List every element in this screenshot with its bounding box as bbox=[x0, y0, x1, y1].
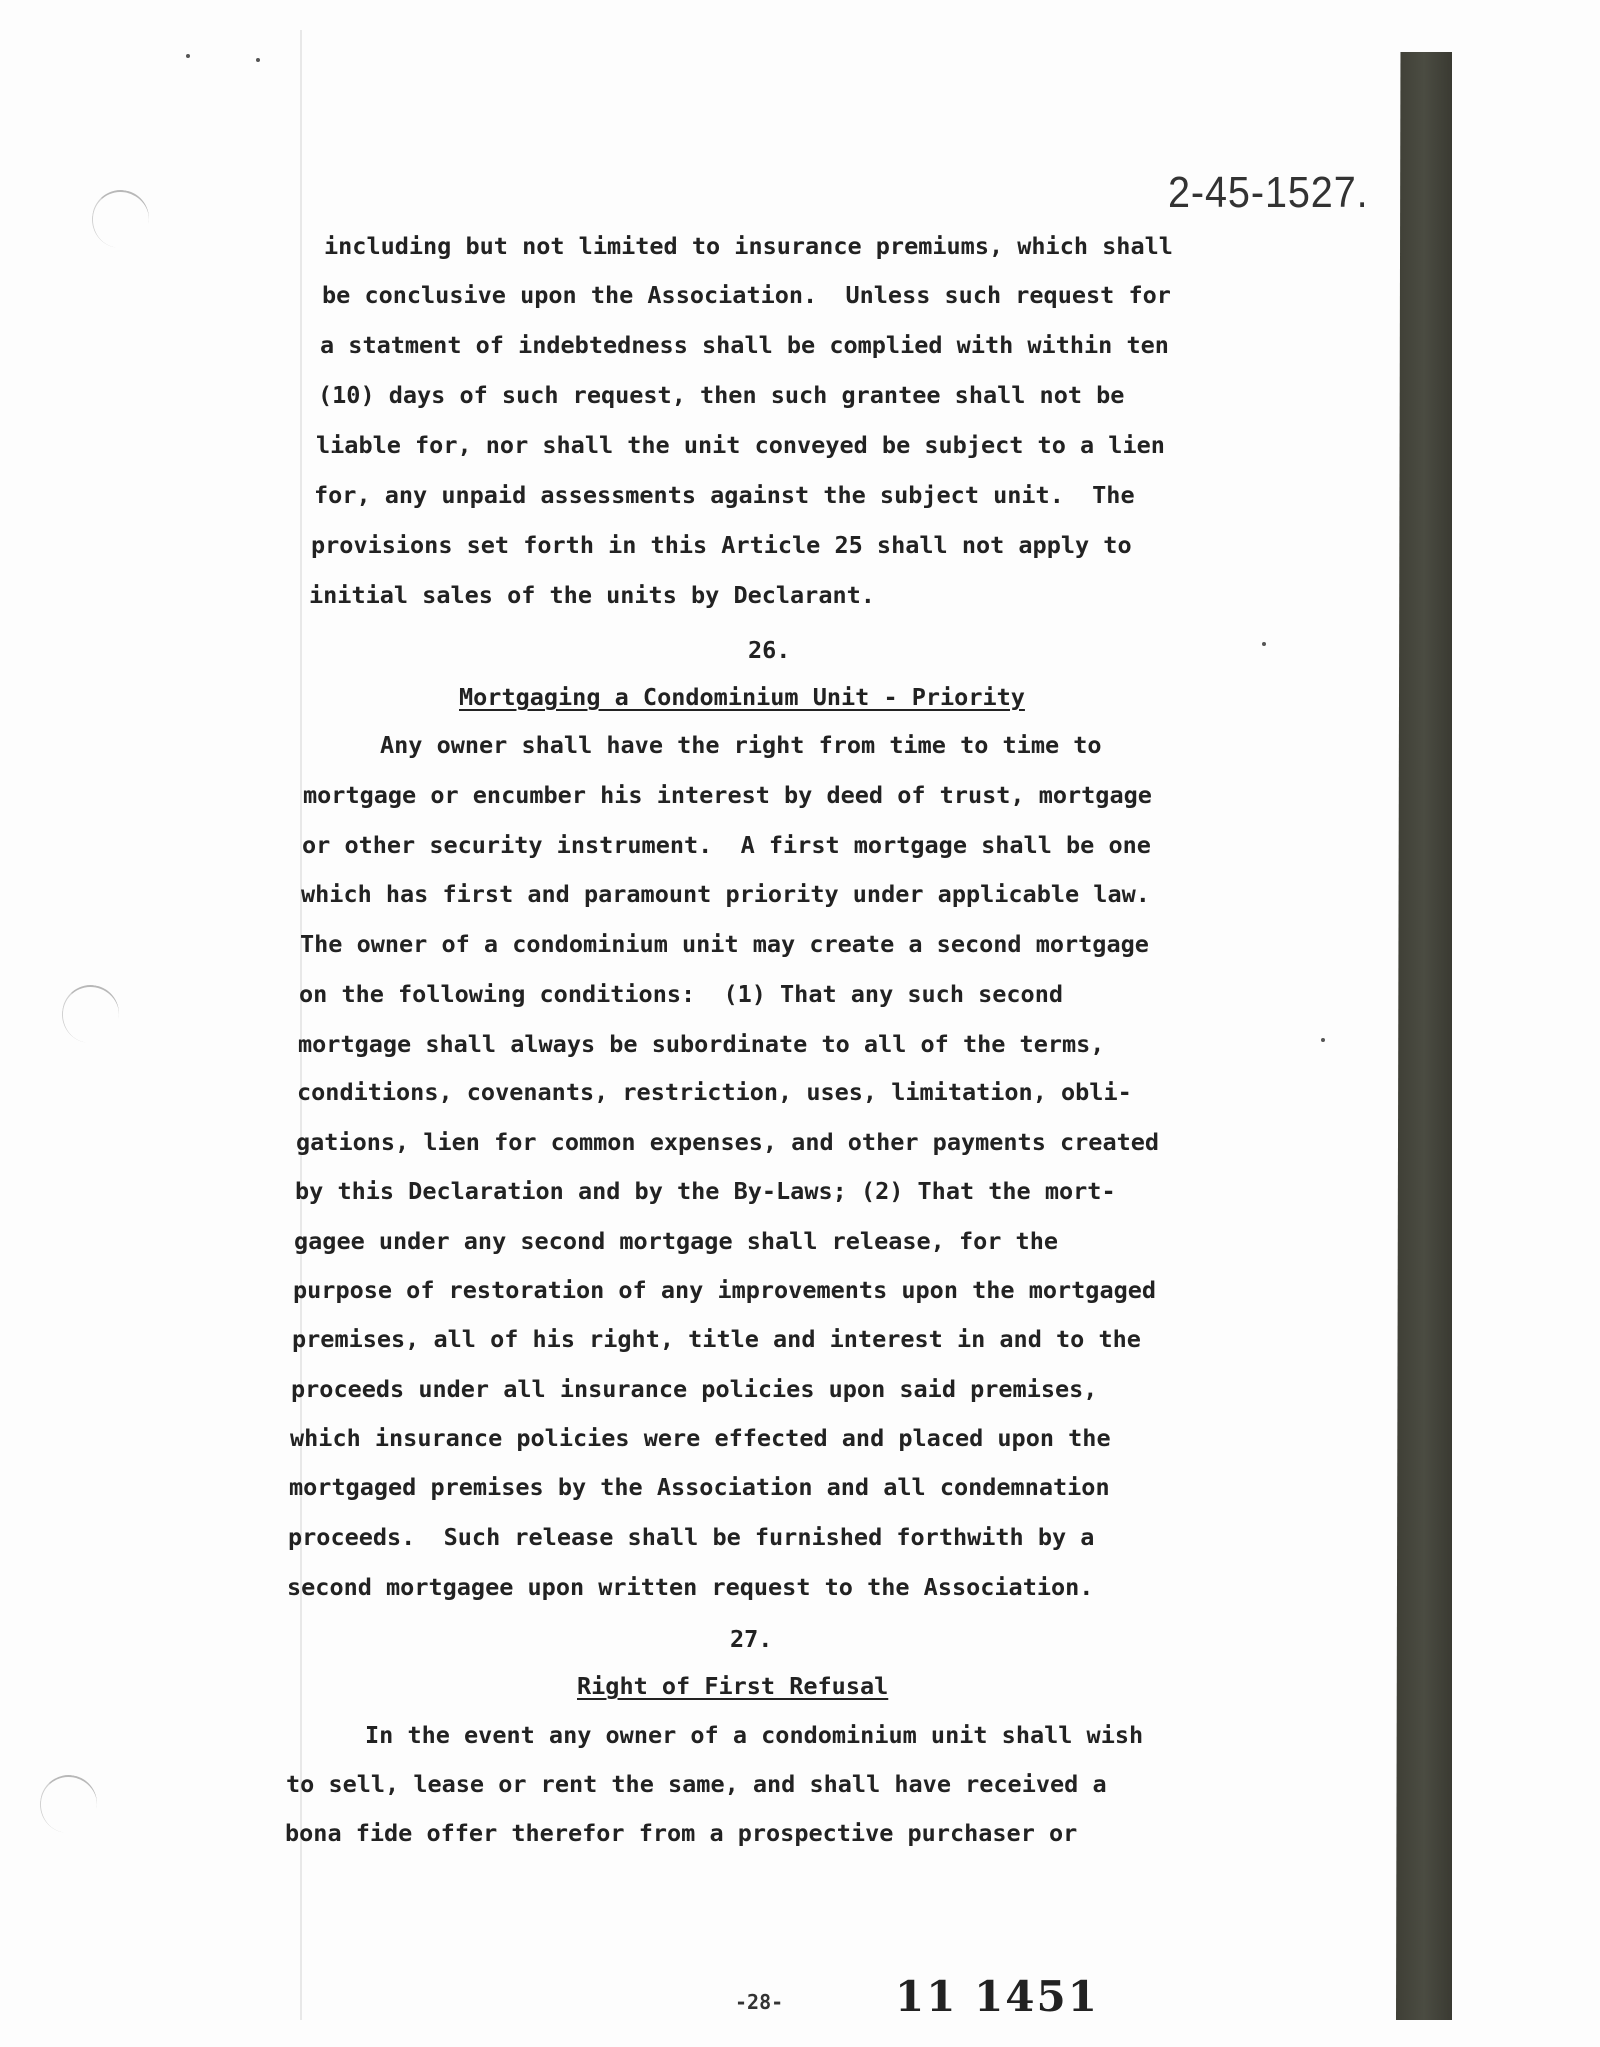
text-line: which insurance policies were effected and placed upon the bbox=[290, 1424, 1111, 1452]
text-line: including but not limited to insurance premiums, which shall bbox=[324, 232, 1173, 260]
text-line: which has first and paramount priority under applicable law. bbox=[301, 880, 1150, 908]
scan-speck bbox=[1262, 642, 1266, 646]
text-line: gagee under any second mortgage shall release, for the bbox=[294, 1227, 1059, 1255]
scan-speck bbox=[256, 58, 260, 62]
binder-hole-mark bbox=[57, 980, 123, 1047]
text-line: proceeds under all insurance policies upon said premises, bbox=[291, 1375, 1098, 1403]
book-page-stamp: 11 1451 bbox=[895, 1972, 1099, 2021]
text-line: The owner of a condominium unit may create a second mortgage bbox=[300, 930, 1149, 958]
text-line: conditions, covenants, restriction, uses, limitation, obli- bbox=[297, 1078, 1132, 1106]
binder-hole-mark bbox=[35, 1770, 101, 1837]
page-number: -28- bbox=[735, 1990, 784, 2014]
document-number: 2-45-1527. bbox=[1168, 168, 1369, 217]
text-line: by this Declaration and by the By-Laws; (2) That the mort- bbox=[295, 1177, 1116, 1205]
text-line: (10) days of such request, then such grantee shall not be bbox=[318, 381, 1125, 409]
text-line: gations, lien for common expenses, and other payments created bbox=[296, 1128, 1160, 1156]
text-line: Any owner shall have the right from time to time to bbox=[380, 731, 1102, 759]
text-line: provisions set forth in this Article 25 shall not apply to bbox=[311, 531, 1132, 559]
text-line: mortgaged premises by the Association and all condemnation bbox=[289, 1473, 1110, 1501]
text-line: initial sales of the units by Declarant. bbox=[309, 581, 875, 609]
section-number: 27. bbox=[730, 1625, 773, 1653]
section-number: 26. bbox=[748, 636, 791, 664]
scan-speck bbox=[186, 54, 190, 58]
text-line: for, any unpaid assessments against the subject unit. The bbox=[314, 481, 1135, 509]
scanner-edge bbox=[1396, 52, 1452, 2020]
text-line: on the following conditions: (1) That any such second bbox=[299, 980, 1064, 1008]
section-heading: Right of First Refusal bbox=[577, 1672, 889, 1700]
text-line: purpose of restoration of any improvements upon the mortgaged bbox=[293, 1276, 1157, 1304]
text-line: proceeds. Such release shall be furnished forthwith by a bbox=[288, 1523, 1095, 1551]
text-line: a statment of indebtedness shall be complied with within ten bbox=[320, 331, 1169, 359]
binder-hole-mark bbox=[87, 185, 153, 252]
text-line: second mortgagee upon written request to the Association. bbox=[287, 1573, 1094, 1601]
text-line: be conclusive upon the Association. Unless such request for bbox=[322, 281, 1171, 309]
text-line: In the event any owner of a condominium unit shall wish bbox=[365, 1721, 1144, 1749]
text-line: premises, all of his right, title and interest in and to the bbox=[292, 1325, 1141, 1353]
text-line: mortgage or encumber his interest by deed of trust, mortgage bbox=[303, 781, 1152, 809]
text-line: or other security instrument. A first mortgage shall be one bbox=[302, 831, 1151, 859]
text-line: mortgage shall always be subordinate to all of the terms, bbox=[298, 1030, 1105, 1058]
text-line: liable for, nor shall the unit conveyed be subject to a lien bbox=[316, 431, 1165, 459]
fold-line bbox=[300, 30, 302, 2020]
scan-speck bbox=[1321, 1038, 1325, 1042]
text-line: to sell, lease or rent the same, and shall have received a bbox=[286, 1770, 1107, 1798]
section-heading: Mortgaging a Condominium Unit - Priority bbox=[459, 683, 1025, 711]
text-line: bona fide offer therefor from a prospective purchaser or bbox=[285, 1819, 1078, 1847]
